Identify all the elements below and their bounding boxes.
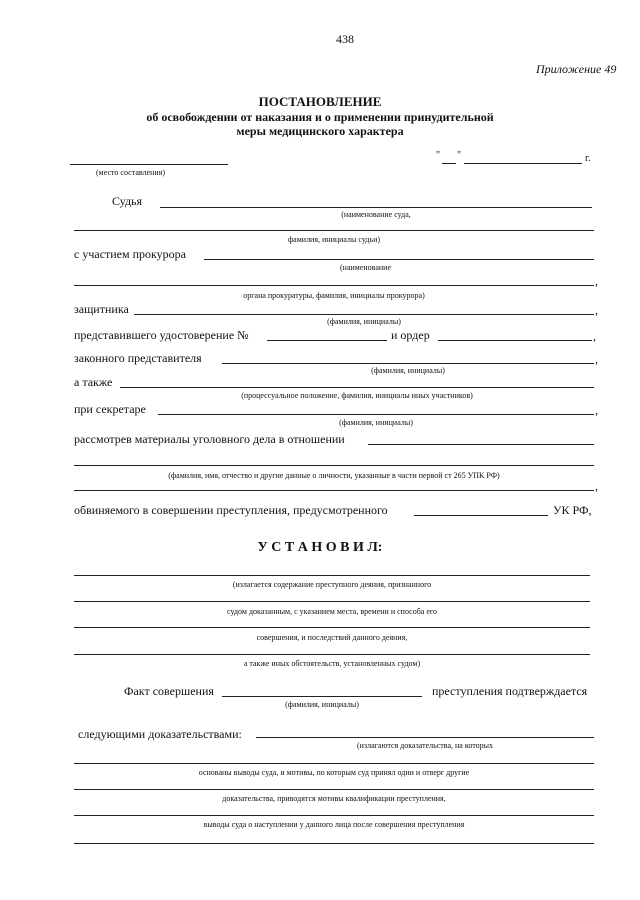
defender-label: защитника — [74, 302, 129, 316]
judge-line — [160, 207, 592, 208]
prosecutor-comma: , — [595, 274, 598, 288]
place-line — [70, 164, 228, 165]
accused-suffix: УК РФ, — [553, 503, 592, 517]
date-day-line — [442, 163, 456, 164]
secretary-comma: , — [595, 403, 598, 417]
prosecutor-line — [204, 259, 594, 260]
prosecutor-label: с участием прокурора — [74, 247, 187, 261]
legal-rep-caption: (фамилия, инициалы) — [371, 366, 445, 375]
page-number: 438 — [336, 32, 354, 46]
evidence-line — [256, 737, 594, 738]
judge-label: Судья — [112, 194, 143, 208]
prosecutor-caption-1: (наименование — [340, 263, 392, 272]
person-caption: (фамилия, имя, отчество и другие данные о личности, указанные в части первой ст 265 УПК РФ) — [168, 471, 500, 480]
legal-rep-line — [222, 363, 594, 364]
evidence-caption-3: доказательства, приводятся мотивы квалификации преступления, — [222, 794, 446, 803]
secretary-caption: (фамилия, инициалы) — [339, 418, 413, 427]
fact-label: Факт совершения — [124, 684, 214, 698]
legal-rep-comma: , — [595, 352, 598, 366]
place-caption: (место составления) — [96, 168, 165, 177]
evidence-caption-2: основаны выводы суда, и мотивы, по которым суд принял одни и отверг другие — [198, 768, 470, 777]
evidence-caption: (излагаются доказательства, на которых — [357, 741, 493, 750]
order-label: и ордер — [391, 328, 430, 342]
defender-caption: (фамилия, инициалы) — [327, 317, 401, 326]
document-title: ПОСТАНОВЛЕНИЕ — [258, 94, 382, 109]
prosecutor-caption-2: органа прокуратуры, фамилия, инициалы прокурора) — [243, 291, 425, 300]
certificate-line — [267, 340, 387, 341]
evidence-caption-4: выводы суда о наступлении у данного лица после совершения преступления — [203, 820, 465, 829]
date-quote-close: " — [457, 150, 462, 161]
defender-line — [134, 314, 594, 315]
date-month-line — [464, 163, 582, 164]
evidence-line-2 — [74, 763, 594, 764]
prosecutor-line-2 — [74, 285, 594, 286]
person-comma: , — [595, 479, 598, 493]
also-line — [120, 387, 594, 388]
evidence-line-3 — [74, 789, 594, 790]
date-quote-open: " — [436, 150, 441, 161]
established-caption-4: а также иных обстоятельств, установленных судом) — [243, 659, 421, 668]
article-line — [414, 515, 548, 516]
legal-rep-label: законного представителя — [74, 351, 202, 365]
established-heading: У С Т А Н О В И Л: — [257, 540, 383, 555]
certificate-label: представившего удостоверение № — [74, 328, 249, 342]
defender-comma: , — [595, 303, 598, 317]
also-label: а также — [74, 375, 113, 389]
case-line — [368, 444, 594, 445]
court-caption: (наименование суда, — [341, 210, 411, 219]
fact-caption: (фамилия, инициалы) — [285, 700, 359, 709]
established-caption-1: (излагается содержание преступного деяния, признанного — [232, 580, 432, 589]
person-line — [74, 465, 594, 466]
case-label: рассмотрев материалы уголовного дела в отношении — [74, 432, 345, 446]
also-caption: (процессуальное положение, фамилия, инициалы иных участников) — [241, 391, 473, 400]
judge-name-caption: фамилия, инициалы судьи) — [287, 235, 381, 244]
order-line — [438, 340, 592, 341]
established-caption-2: судом доказанным, с указанием места, времени и способа его — [227, 607, 437, 616]
person-line-2 — [74, 490, 594, 491]
evidence-line-5 — [74, 843, 594, 844]
appendix-label: Приложение 49 — [536, 62, 617, 76]
established-line-4 — [74, 654, 590, 655]
secretary-label: при секретаре — [74, 402, 146, 416]
established-line-3 — [74, 627, 590, 628]
fact-suffix: преступления подтверждается — [432, 684, 588, 698]
secretary-line — [158, 414, 594, 415]
fact-line — [222, 696, 422, 697]
document-subtitle-2: меры медицинского характера — [236, 124, 404, 138]
order-comma: , — [593, 329, 596, 343]
established-line-1 — [74, 575, 590, 576]
evidence-line-4 — [74, 815, 594, 816]
judge-line-2 — [74, 230, 594, 231]
evidence-label: следующими доказательствами: — [78, 727, 242, 741]
document-subtitle-1: об освобождении от наказания и о применении принудительной — [146, 110, 494, 124]
date-year-suffix: г. — [585, 153, 591, 164]
established-caption-3: совершения, и последствий данного деяния, — [256, 633, 408, 642]
established-line-2 — [74, 601, 590, 602]
accused-label: обвиняемого в совершении преступления, предусмотренного — [74, 503, 388, 517]
